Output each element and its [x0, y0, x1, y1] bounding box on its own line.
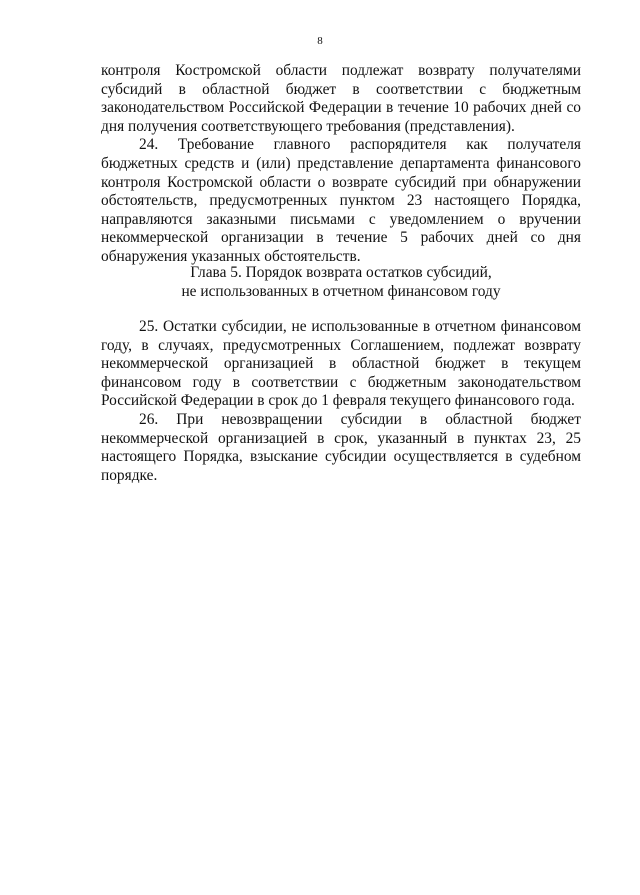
text-block-bottom [101, 318, 581, 485]
chapter-heading-line-1: Глава 5. Порядок возврата остатков субсидий, [190, 264, 492, 281]
paragraph-26: 26. При невозвращении субсидии в областной бюджет некоммерческой организацией в срок, указанный в пунктах 23, 25 настоящего Порядка, взыскание субсидии осуществляется в судебном порядке. [101, 410, 581, 484]
text-block-top [101, 62, 581, 267]
paragraph-25: 25. Остатки субсидии, не использованные в отчетном финансовом году, в случаях, предусмотренных Соглашением, подлежат возврату некоммерческой организацией в областной бюджет в текущем финансовом году в соответствии с бюджетным законодательством Российской Федерации в срок до 1 февраля текущего финансового года. [101, 318, 581, 410]
chapter-heading-line-2: не использованных в отчетном финансовом году [181, 283, 501, 300]
paragraph-24: 24. Требование главного распорядителя как получателя бюджетных средств и (или) представление департамента финансового контроля Костромской области о возврате субсидий при обнаружении обстоятельств, предусмотренных пунктом 23 настоящего Порядка, направляются заказными письмами с уведомлением о вручении некоммерческой организации в течение 5 рабочих дней со дня обнаружения указанных обстоятельств. [101, 136, 581, 265]
page-number: 8 [317, 35, 323, 47]
paragraph-23-continuation: контроля Костромской области подлежат возврату получателями субсидий в областной бюджет в соответствии с бюджетным законодательством Российской Федерации в течение 10 рабочих дней со дня получения соответствующего требования (представления). [101, 62, 581, 135]
chapter-heading [101, 263, 581, 301]
